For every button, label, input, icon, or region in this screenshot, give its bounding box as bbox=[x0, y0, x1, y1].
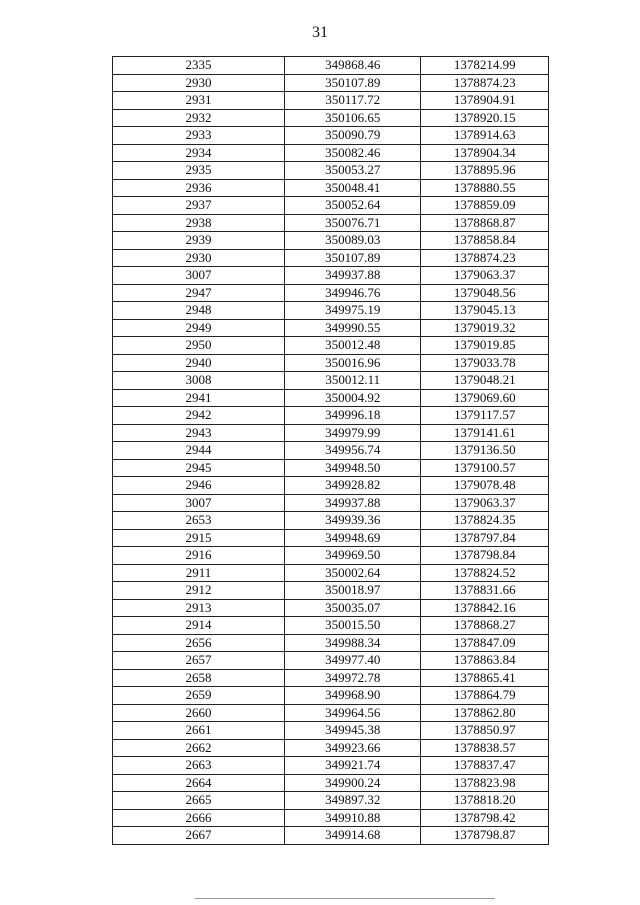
y-coordinate-cell: 1379045.13 bbox=[421, 302, 549, 320]
table-row bbox=[113, 337, 549, 355]
y-coordinate-cell: 1378850.97 bbox=[421, 722, 549, 740]
point-number-cell: 2667 bbox=[113, 827, 285, 845]
x-coordinate-cell: 350012.48 bbox=[285, 337, 421, 355]
table-row bbox=[113, 722, 549, 740]
point-number-cell: 2666 bbox=[113, 809, 285, 827]
table-row bbox=[113, 494, 549, 512]
table-row bbox=[113, 319, 549, 337]
table-row bbox=[113, 372, 549, 390]
point-number-cell: 2657 bbox=[113, 652, 285, 670]
x-coordinate-cell: 350106.65 bbox=[285, 109, 421, 127]
table-row bbox=[113, 127, 549, 145]
x-coordinate-cell: 349868.46 bbox=[285, 57, 421, 75]
coordinates-table bbox=[112, 56, 549, 845]
point-number-cell: 2933 bbox=[113, 127, 285, 145]
point-number-cell: 2944 bbox=[113, 442, 285, 460]
table-row bbox=[113, 74, 549, 92]
y-coordinate-cell: 1378858.84 bbox=[421, 232, 549, 250]
x-coordinate-cell: 350018.97 bbox=[285, 582, 421, 600]
point-number-cell: 2931 bbox=[113, 92, 285, 110]
y-coordinate-cell: 1378798.87 bbox=[421, 827, 549, 845]
point-number-cell: 2934 bbox=[113, 144, 285, 162]
table-row bbox=[113, 529, 549, 547]
y-coordinate-cell: 1378842.16 bbox=[421, 599, 549, 617]
table-row bbox=[113, 144, 549, 162]
x-coordinate-cell: 350012.11 bbox=[285, 372, 421, 390]
x-coordinate-cell: 350002.64 bbox=[285, 564, 421, 582]
point-number-cell: 3007 bbox=[113, 267, 285, 285]
point-number-cell: 2653 bbox=[113, 512, 285, 530]
point-number-cell: 3007 bbox=[113, 494, 285, 512]
x-coordinate-cell: 349928.82 bbox=[285, 477, 421, 495]
x-coordinate-cell: 350107.89 bbox=[285, 74, 421, 92]
x-coordinate-cell: 350052.64 bbox=[285, 197, 421, 215]
y-coordinate-cell: 1378863.84 bbox=[421, 652, 549, 670]
x-coordinate-cell: 350089.03 bbox=[285, 232, 421, 250]
y-coordinate-cell: 1378859.09 bbox=[421, 197, 549, 215]
table-row bbox=[113, 442, 549, 460]
y-coordinate-cell: 1379100.57 bbox=[421, 459, 549, 477]
table-row bbox=[113, 512, 549, 530]
point-number-cell: 2949 bbox=[113, 319, 285, 337]
y-coordinate-cell: 1378895.96 bbox=[421, 162, 549, 180]
y-coordinate-cell: 1379033.78 bbox=[421, 354, 549, 372]
table-row bbox=[113, 739, 549, 757]
table-row bbox=[113, 214, 549, 232]
table-row bbox=[113, 792, 549, 810]
table-row bbox=[113, 92, 549, 110]
y-coordinate-cell: 1378874.23 bbox=[421, 74, 549, 92]
point-number-cell: 2656 bbox=[113, 634, 285, 652]
x-coordinate-cell: 349921.74 bbox=[285, 757, 421, 775]
x-coordinate-cell: 349923.66 bbox=[285, 739, 421, 757]
y-coordinate-cell: 1378868.87 bbox=[421, 214, 549, 232]
x-coordinate-cell: 349972.78 bbox=[285, 669, 421, 687]
y-coordinate-cell: 1378831.66 bbox=[421, 582, 549, 600]
point-number-cell: 2938 bbox=[113, 214, 285, 232]
table-row bbox=[113, 249, 549, 267]
x-coordinate-cell: 349948.50 bbox=[285, 459, 421, 477]
y-coordinate-cell: 1378837.47 bbox=[421, 757, 549, 775]
table-row bbox=[113, 634, 549, 652]
table-row bbox=[113, 477, 549, 495]
x-coordinate-cell: 350016.96 bbox=[285, 354, 421, 372]
x-coordinate-cell: 349964.56 bbox=[285, 704, 421, 722]
y-coordinate-cell: 1378798.42 bbox=[421, 809, 549, 827]
y-coordinate-cell: 1378920.15 bbox=[421, 109, 549, 127]
x-coordinate-cell: 350117.72 bbox=[285, 92, 421, 110]
point-number-cell: 2659 bbox=[113, 687, 285, 705]
x-coordinate-cell: 350107.89 bbox=[285, 249, 421, 267]
page-number: 31 bbox=[312, 24, 328, 41]
x-coordinate-cell: 349937.88 bbox=[285, 494, 421, 512]
y-coordinate-cell: 1378862.80 bbox=[421, 704, 549, 722]
point-number-cell: 2940 bbox=[113, 354, 285, 372]
x-coordinate-cell: 349979.99 bbox=[285, 424, 421, 442]
point-number-cell: 2912 bbox=[113, 582, 285, 600]
y-coordinate-cell: 1379078.48 bbox=[421, 477, 549, 495]
table-row bbox=[113, 284, 549, 302]
table-row bbox=[113, 774, 549, 792]
y-coordinate-cell: 1378904.34 bbox=[421, 144, 549, 162]
point-number-cell: 2939 bbox=[113, 232, 285, 250]
point-number-cell: 2936 bbox=[113, 179, 285, 197]
y-coordinate-cell: 1378797.84 bbox=[421, 529, 549, 547]
x-coordinate-cell: 350082.46 bbox=[285, 144, 421, 162]
coordinates-table-body bbox=[113, 57, 549, 845]
y-coordinate-cell: 1378880.55 bbox=[421, 179, 549, 197]
point-number-cell: 2930 bbox=[113, 74, 285, 92]
y-coordinate-cell: 1378838.57 bbox=[421, 739, 549, 757]
table-row bbox=[113, 617, 549, 635]
point-number-cell: 2915 bbox=[113, 529, 285, 547]
x-coordinate-cell: 350035.07 bbox=[285, 599, 421, 617]
y-coordinate-cell: 1379063.37 bbox=[421, 267, 549, 285]
table-row bbox=[113, 407, 549, 425]
y-coordinate-cell: 1378214.99 bbox=[421, 57, 549, 75]
table-row bbox=[113, 302, 549, 320]
x-coordinate-cell: 349897.32 bbox=[285, 792, 421, 810]
point-number-cell: 2660 bbox=[113, 704, 285, 722]
point-number-cell: 2663 bbox=[113, 757, 285, 775]
table-row bbox=[113, 652, 549, 670]
y-coordinate-cell: 1379019.32 bbox=[421, 319, 549, 337]
y-coordinate-cell: 1379141.61 bbox=[421, 424, 549, 442]
y-coordinate-cell: 1379063.37 bbox=[421, 494, 549, 512]
point-number-cell: 2950 bbox=[113, 337, 285, 355]
y-coordinate-cell: 1378798.84 bbox=[421, 547, 549, 565]
table-row bbox=[113, 57, 549, 75]
y-coordinate-cell: 1378864.79 bbox=[421, 687, 549, 705]
point-number-cell: 2935 bbox=[113, 162, 285, 180]
bottom-divider bbox=[195, 898, 495, 899]
table-row bbox=[113, 809, 549, 827]
point-number-cell: 2948 bbox=[113, 302, 285, 320]
point-number-cell: 2943 bbox=[113, 424, 285, 442]
y-coordinate-cell: 1379136.50 bbox=[421, 442, 549, 460]
x-coordinate-cell: 349969.50 bbox=[285, 547, 421, 565]
y-coordinate-cell: 1378847.09 bbox=[421, 634, 549, 652]
table-row bbox=[113, 162, 549, 180]
table-row bbox=[113, 757, 549, 775]
y-coordinate-cell: 1378865.41 bbox=[421, 669, 549, 687]
x-coordinate-cell: 350004.92 bbox=[285, 389, 421, 407]
x-coordinate-cell: 349977.40 bbox=[285, 652, 421, 670]
table-row bbox=[113, 267, 549, 285]
x-coordinate-cell: 349996.18 bbox=[285, 407, 421, 425]
table-row bbox=[113, 109, 549, 127]
point-number-cell: 2947 bbox=[113, 284, 285, 302]
table-row bbox=[113, 669, 549, 687]
table-row bbox=[113, 179, 549, 197]
x-coordinate-cell: 349975.19 bbox=[285, 302, 421, 320]
point-number-cell: 2946 bbox=[113, 477, 285, 495]
y-coordinate-cell: 1378874.23 bbox=[421, 249, 549, 267]
point-number-cell: 2335 bbox=[113, 57, 285, 75]
y-coordinate-cell: 1378824.52 bbox=[421, 564, 549, 582]
table-row bbox=[113, 704, 549, 722]
point-number-cell: 3008 bbox=[113, 372, 285, 390]
x-coordinate-cell: 349948.69 bbox=[285, 529, 421, 547]
y-coordinate-cell: 1379019.85 bbox=[421, 337, 549, 355]
point-number-cell: 2932 bbox=[113, 109, 285, 127]
x-coordinate-cell: 349956.74 bbox=[285, 442, 421, 460]
y-coordinate-cell: 1379048.21 bbox=[421, 372, 549, 390]
y-coordinate-cell: 1379117.57 bbox=[421, 407, 549, 425]
y-coordinate-cell: 1378823.98 bbox=[421, 774, 549, 792]
point-number-cell: 2658 bbox=[113, 669, 285, 687]
y-coordinate-cell: 1379069.60 bbox=[421, 389, 549, 407]
point-number-cell: 2665 bbox=[113, 792, 285, 810]
table-row bbox=[113, 827, 549, 845]
table-row bbox=[113, 232, 549, 250]
x-coordinate-cell: 350053.27 bbox=[285, 162, 421, 180]
table-row bbox=[113, 354, 549, 372]
point-number-cell: 2942 bbox=[113, 407, 285, 425]
x-coordinate-cell: 349914.68 bbox=[285, 827, 421, 845]
point-number-cell: 2916 bbox=[113, 547, 285, 565]
x-coordinate-cell: 350090.79 bbox=[285, 127, 421, 145]
x-coordinate-cell: 349968.90 bbox=[285, 687, 421, 705]
x-coordinate-cell: 349939.36 bbox=[285, 512, 421, 530]
point-number-cell: 2937 bbox=[113, 197, 285, 215]
point-number-cell: 2945 bbox=[113, 459, 285, 477]
x-coordinate-cell: 349946.76 bbox=[285, 284, 421, 302]
y-coordinate-cell: 1378818.20 bbox=[421, 792, 549, 810]
y-coordinate-cell: 1378824.35 bbox=[421, 512, 549, 530]
point-number-cell: 2914 bbox=[113, 617, 285, 635]
x-coordinate-cell: 349990.55 bbox=[285, 319, 421, 337]
x-coordinate-cell: 350048.41 bbox=[285, 179, 421, 197]
y-coordinate-cell: 1378868.27 bbox=[421, 617, 549, 635]
y-coordinate-cell: 1379048.56 bbox=[421, 284, 549, 302]
table-row bbox=[113, 564, 549, 582]
table-row bbox=[113, 599, 549, 617]
x-coordinate-cell: 349900.24 bbox=[285, 774, 421, 792]
x-coordinate-cell: 349937.88 bbox=[285, 267, 421, 285]
table-row bbox=[113, 459, 549, 477]
table-row bbox=[113, 547, 549, 565]
table-row bbox=[113, 582, 549, 600]
x-coordinate-cell: 349910.88 bbox=[285, 809, 421, 827]
table-row bbox=[113, 424, 549, 442]
point-number-cell: 2913 bbox=[113, 599, 285, 617]
table-row bbox=[113, 687, 549, 705]
point-number-cell: 2911 bbox=[113, 564, 285, 582]
point-number-cell: 2662 bbox=[113, 739, 285, 757]
table-row bbox=[113, 197, 549, 215]
table-row bbox=[113, 389, 549, 407]
y-coordinate-cell: 1378904.91 bbox=[421, 92, 549, 110]
point-number-cell: 2664 bbox=[113, 774, 285, 792]
point-number-cell: 2661 bbox=[113, 722, 285, 740]
x-coordinate-cell: 350015.50 bbox=[285, 617, 421, 635]
point-number-cell: 2941 bbox=[113, 389, 285, 407]
x-coordinate-cell: 349988.34 bbox=[285, 634, 421, 652]
x-coordinate-cell: 349945.38 bbox=[285, 722, 421, 740]
x-coordinate-cell: 350076.71 bbox=[285, 214, 421, 232]
point-number-cell: 2930 bbox=[113, 249, 285, 267]
y-coordinate-cell: 1378914.63 bbox=[421, 127, 549, 145]
